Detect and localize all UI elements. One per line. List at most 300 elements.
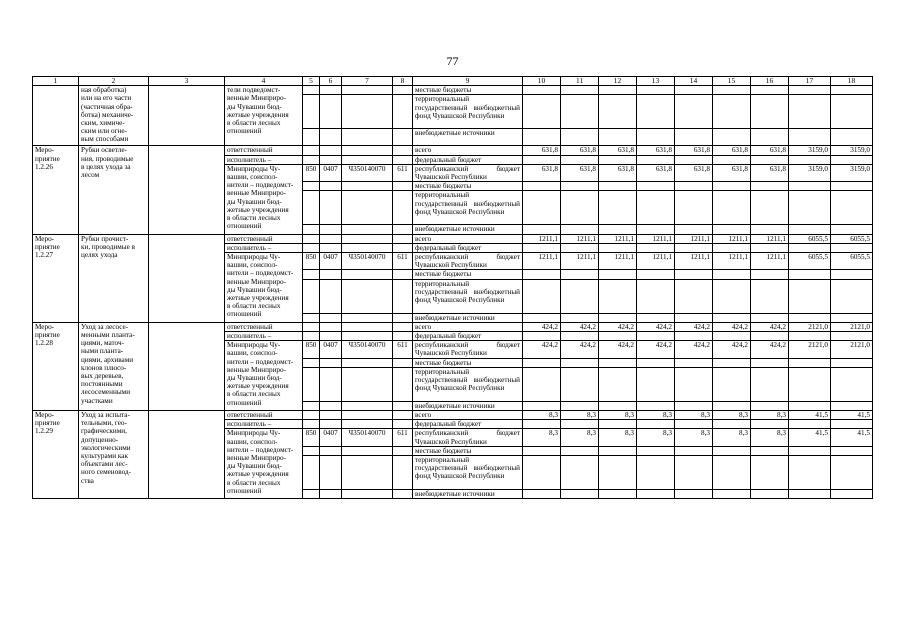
code-cell: [303, 95, 320, 129]
funding-source: местные бюджеты: [413, 446, 523, 455]
empty-cell: [149, 234, 225, 322]
value-cell: 424,2: [713, 341, 751, 358]
value-cell: [831, 243, 873, 252]
value-cell: [637, 191, 675, 225]
table-row: [33, 411, 873, 420]
value-cell: [675, 446, 713, 455]
responsible-cell: исполнитель –: [225, 155, 303, 164]
table-row: [33, 86, 873, 95]
rzpr-code: 0407: [320, 341, 342, 358]
empty-cell: [149, 322, 225, 410]
measure-label: Меро- приятие 1.2.26: [33, 146, 79, 234]
code-cell: [342, 182, 393, 191]
value-cell: 631,8: [599, 164, 637, 181]
value-cell: [831, 191, 873, 225]
value-cell: [523, 367, 561, 401]
value-cell: [713, 191, 751, 225]
value-cell: [561, 456, 599, 490]
code-cell: [393, 182, 413, 191]
value-cell: [637, 490, 675, 499]
value-cell: [751, 86, 789, 95]
code-cell: [393, 243, 413, 252]
value-cell: [831, 279, 873, 313]
value-cell: [599, 279, 637, 313]
code-cell: [320, 358, 342, 367]
code-cell: [342, 234, 393, 243]
value-cell: 631,8: [599, 146, 637, 155]
value-cell: [561, 86, 599, 95]
code-cell: [342, 358, 393, 367]
value-cell: [713, 95, 751, 129]
value-cell: [713, 243, 751, 252]
value-cell: [789, 95, 831, 129]
code-cell: [393, 332, 413, 341]
value-cell: [599, 155, 637, 164]
value-cell: [789, 456, 831, 490]
header-cell: 7: [342, 77, 393, 86]
value-cell: 41,5: [831, 429, 873, 446]
value-cell: [523, 401, 561, 410]
csr-code: Ч350140070: [342, 429, 393, 446]
value-cell: [751, 313, 789, 322]
value-cell: [637, 332, 675, 341]
value-cell: [523, 182, 561, 191]
value-cell: [523, 155, 561, 164]
value-cell: 8,3: [675, 411, 713, 420]
value-cell: [561, 420, 599, 429]
value-cell: [637, 367, 675, 401]
code-cell: [342, 446, 393, 455]
value-cell: [675, 367, 713, 401]
code-cell: [342, 367, 393, 401]
value-cell: [637, 420, 675, 429]
code-cell: [342, 322, 393, 331]
value-cell: [751, 420, 789, 429]
code-cell: [320, 313, 342, 322]
code-cell: [393, 86, 413, 95]
value-cell: [599, 86, 637, 95]
value-cell: [789, 270, 831, 279]
value-cell: [751, 95, 789, 129]
value-cell: 41,5: [789, 429, 831, 446]
value-cell: [523, 95, 561, 129]
value-cell: [789, 367, 831, 401]
funding-source: всего: [413, 234, 523, 243]
value-cell: [599, 191, 637, 225]
value-cell: 1211,1: [751, 234, 789, 243]
header-cell: 5: [303, 77, 320, 86]
value-cell: [713, 358, 751, 367]
value-cell: [831, 225, 873, 234]
value-cell: [599, 270, 637, 279]
code-cell: [342, 243, 393, 252]
value-cell: [675, 420, 713, 429]
value-cell: 8,3: [637, 411, 675, 420]
value-cell: [831, 420, 873, 429]
code-cell: [303, 332, 320, 341]
value-cell: [751, 490, 789, 499]
value-cell: 1211,1: [599, 234, 637, 243]
responsible-cell: исполнитель –: [225, 420, 303, 429]
value-cell: 8,3: [637, 429, 675, 446]
code-cell: [393, 225, 413, 234]
code-cell: [342, 490, 393, 499]
value-cell: 424,2: [713, 322, 751, 331]
value-cell: [599, 490, 637, 499]
code-cell: [320, 279, 342, 313]
value-cell: [599, 182, 637, 191]
value-cell: [561, 401, 599, 410]
header-cell: 4: [225, 77, 303, 86]
code-cell: [320, 270, 342, 279]
responsible-cell: Минприроды Чу- вашии, соиспол- нители – подведомст- венные Минприро- ды Чувашии бюд- жетные учреждения в области лесных отношений: [225, 164, 303, 234]
value-cell: 1211,1: [561, 253, 599, 270]
value-cell: 1211,1: [523, 234, 561, 243]
code-cell: [393, 446, 413, 455]
header-row: [33, 77, 873, 86]
value-cell: [789, 490, 831, 499]
responsible-cell: исполнитель –: [225, 243, 303, 252]
value-cell: [751, 332, 789, 341]
value-cell: [599, 401, 637, 410]
value-cell: [675, 332, 713, 341]
funding-source: внебюджетные источники: [413, 401, 523, 410]
header-cell: 10: [523, 77, 561, 86]
value-cell: [637, 270, 675, 279]
funding-source: территориальный государственный внебюджетный фонд Чувашской Республики: [413, 456, 523, 490]
value-cell: [599, 456, 637, 490]
value-cell: [713, 86, 751, 95]
value-cell: [637, 358, 675, 367]
value-cell: 8,3: [713, 429, 751, 446]
value-cell: [637, 243, 675, 252]
code-cell: [342, 191, 393, 225]
code-cell: [393, 456, 413, 490]
value-cell: [561, 313, 599, 322]
value-cell: [523, 358, 561, 367]
table-row: [33, 146, 873, 155]
code-cell: [303, 401, 320, 410]
code-cell: [303, 411, 320, 420]
value-cell: [789, 225, 831, 234]
value-cell: [523, 86, 561, 95]
code-cell: [393, 279, 413, 313]
code-cell: [320, 146, 342, 155]
measure-name: ная обработка) или на его части (частичная обра- ботка) механиче- ским, химиче- ским или огне- вым способами: [79, 86, 149, 146]
responsible-cell: ответственный: [225, 411, 303, 420]
value-cell: [789, 332, 831, 341]
value-cell: [713, 420, 751, 429]
value-cell: [713, 332, 751, 341]
value-cell: 8,3: [599, 411, 637, 420]
code-cell: [303, 146, 320, 155]
value-cell: 8,3: [523, 411, 561, 420]
value-cell: [713, 129, 751, 146]
value-cell: [675, 225, 713, 234]
value-cell: [831, 456, 873, 490]
funding-source: федеральный бюджет: [413, 420, 523, 429]
value-cell: [751, 129, 789, 146]
value-cell: [675, 313, 713, 322]
value-cell: [561, 155, 599, 164]
value-cell: [675, 182, 713, 191]
responsible-cell: ответственный: [225, 146, 303, 155]
value-cell: [789, 191, 831, 225]
code-cell: [320, 420, 342, 429]
value-cell: 424,2: [637, 322, 675, 331]
value-cell: [637, 95, 675, 129]
value-cell: 6055,5: [789, 234, 831, 243]
code-cell: [303, 322, 320, 331]
csr-code: Ч350140070: [342, 253, 393, 270]
responsible-cell: ответственный: [225, 234, 303, 243]
funding-source: внебюджетные источники: [413, 225, 523, 234]
header-cell: 1: [33, 77, 79, 86]
value-cell: [831, 332, 873, 341]
value-cell: [713, 446, 751, 455]
value-cell: [713, 225, 751, 234]
value-cell: [561, 270, 599, 279]
value-cell: [713, 456, 751, 490]
code-cell: [342, 313, 393, 322]
value-cell: [713, 367, 751, 401]
value-cell: [523, 270, 561, 279]
value-cell: [713, 490, 751, 499]
code-cell: [393, 367, 413, 401]
code-cell: [320, 86, 342, 95]
value-cell: [561, 367, 599, 401]
value-cell: [561, 358, 599, 367]
value-cell: 631,8: [713, 146, 751, 155]
code-cell: [342, 420, 393, 429]
value-cell: [523, 279, 561, 313]
responsible-cell: ответственный: [225, 322, 303, 331]
funding-source: внебюджетные источники: [413, 129, 523, 146]
code-cell: [320, 322, 342, 331]
value-cell: 8,3: [713, 411, 751, 420]
code-cell: [320, 243, 342, 252]
header-cell: 6: [320, 77, 342, 86]
value-cell: [523, 446, 561, 455]
code-cell: [303, 490, 320, 499]
value-cell: [751, 243, 789, 252]
value-cell: [831, 95, 873, 129]
value-cell: [599, 358, 637, 367]
code-cell: [342, 401, 393, 410]
value-cell: [713, 182, 751, 191]
funding-source: территориальный государственный внебюджетный фонд Чувашской Республики: [413, 367, 523, 401]
value-cell: 1211,1: [675, 234, 713, 243]
funding-source: федеральный бюджет: [413, 243, 523, 252]
code-cell: [342, 155, 393, 164]
grbs-code: 850: [303, 164, 320, 181]
measure-label: Меро- приятие 1.2.27: [33, 234, 79, 322]
measure-label: Меро- приятие 1.2.28: [33, 322, 79, 410]
value-cell: [751, 358, 789, 367]
code-cell: [320, 191, 342, 225]
value-cell: [599, 332, 637, 341]
funding-source: республиканский бюджет Чувашской Республики: [413, 341, 523, 358]
responsible-cell: тели подведомст- венные Минприро- ды Чувашии бюд- жетные учреждения в области лесных отношений: [225, 86, 303, 146]
value-cell: [523, 420, 561, 429]
header-cell: 13: [637, 77, 675, 86]
header-cell: 18: [831, 77, 873, 86]
code-cell: [303, 234, 320, 243]
value-cell: 8,3: [675, 429, 713, 446]
value-cell: 631,8: [713, 164, 751, 181]
value-cell: [789, 358, 831, 367]
code-cell: [320, 225, 342, 234]
value-cell: 631,8: [751, 164, 789, 181]
value-cell: 1211,1: [713, 234, 751, 243]
code-cell: [303, 367, 320, 401]
value-cell: [561, 446, 599, 455]
value-cell: [789, 129, 831, 146]
value-cell: [523, 129, 561, 146]
funding-source: территориальный государственный внебюджетный фонд Чувашской Республики: [413, 279, 523, 313]
value-cell: [751, 225, 789, 234]
value-cell: 8,3: [599, 429, 637, 446]
value-cell: 424,2: [675, 341, 713, 358]
value-cell: 424,2: [751, 322, 789, 331]
value-cell: [561, 243, 599, 252]
value-cell: [675, 358, 713, 367]
csr-code: Ч350140070: [342, 341, 393, 358]
table-row: [33, 322, 873, 331]
value-cell: 1211,1: [523, 253, 561, 270]
funding-source: республиканский бюджет Чувашской Республики: [413, 253, 523, 270]
value-cell: [789, 182, 831, 191]
value-cell: [675, 279, 713, 313]
code-cell: [320, 95, 342, 129]
rzpr-code: 0407: [320, 429, 342, 446]
value-cell: [751, 446, 789, 455]
value-cell: [675, 456, 713, 490]
value-cell: 631,8: [675, 146, 713, 155]
value-cell: 8,3: [561, 429, 599, 446]
value-cell: 3159,0: [831, 146, 873, 155]
value-cell: 424,2: [599, 341, 637, 358]
value-cell: [637, 225, 675, 234]
value-cell: 1211,1: [675, 253, 713, 270]
header-cell: 17: [789, 77, 831, 86]
value-cell: 6055,5: [789, 253, 831, 270]
value-cell: [675, 401, 713, 410]
value-cell: 424,2: [523, 341, 561, 358]
value-cell: 2121,0: [789, 341, 831, 358]
value-cell: [599, 95, 637, 129]
code-cell: [320, 456, 342, 490]
value-cell: 3159,0: [789, 146, 831, 155]
value-cell: [831, 155, 873, 164]
value-cell: 8,3: [523, 429, 561, 446]
page-number: 77: [446, 54, 459, 68]
value-cell: 3159,0: [831, 164, 873, 181]
value-cell: [675, 129, 713, 146]
value-cell: [831, 446, 873, 455]
value-cell: 424,2: [561, 341, 599, 358]
code-cell: [393, 270, 413, 279]
code-cell: [320, 332, 342, 341]
funding-source: республиканский бюджет Чувашской Республики: [413, 164, 523, 181]
code-cell: [342, 86, 393, 95]
value-cell: [751, 401, 789, 410]
value-cell: 8,3: [751, 411, 789, 420]
code-cell: [320, 490, 342, 499]
code-cell: [393, 146, 413, 155]
value-cell: [751, 367, 789, 401]
header-cell: 15: [713, 77, 751, 86]
value-cell: [561, 182, 599, 191]
funding-source: территориальный государственный внебюджетный фонд Чувашской Республики: [413, 191, 523, 225]
code-cell: [393, 358, 413, 367]
measure-name: Рубки осветле- ния, проводимые в целях ухода за лесом: [79, 146, 149, 234]
value-cell: [523, 490, 561, 499]
grbs-code: 850: [303, 341, 320, 358]
value-cell: [523, 332, 561, 341]
value-cell: [831, 401, 873, 410]
grbs-code: 850: [303, 429, 320, 446]
funding-source: федеральный бюджет: [413, 332, 523, 341]
code-cell: [303, 155, 320, 164]
vr-code: 611: [393, 164, 413, 181]
value-cell: [675, 155, 713, 164]
value-cell: 1211,1: [713, 253, 751, 270]
value-cell: 631,8: [523, 146, 561, 155]
value-cell: 424,2: [637, 341, 675, 358]
code-cell: [303, 243, 320, 252]
value-cell: [561, 129, 599, 146]
value-cell: [561, 95, 599, 129]
value-cell: 631,8: [561, 146, 599, 155]
value-cell: 1211,1: [637, 253, 675, 270]
code-cell: [393, 191, 413, 225]
value-cell: [789, 446, 831, 455]
value-cell: [713, 155, 751, 164]
value-cell: 1211,1: [637, 234, 675, 243]
vr-code: 611: [393, 429, 413, 446]
value-cell: 2121,0: [789, 322, 831, 331]
funding-source: республиканский бюджет Чувашской Республики: [413, 429, 523, 446]
value-cell: [599, 243, 637, 252]
header-cell: 9: [413, 77, 523, 86]
responsible-cell: Минприроды Чу- вашии, соиспол- нители – подведомст- венные Минприро- ды Чувашии бюд- жетные учреждения в области лесных отношений: [225, 429, 303, 499]
value-cell: [789, 279, 831, 313]
funding-source: всего: [413, 146, 523, 155]
value-cell: [713, 401, 751, 410]
code-cell: [342, 411, 393, 420]
measure-name: Рубки прочист- ки, проводимые в целях ухода: [79, 234, 149, 322]
code-cell: [342, 332, 393, 341]
funding-source: местные бюджеты: [413, 358, 523, 367]
header-cell: 11: [561, 77, 599, 86]
code-cell: [320, 182, 342, 191]
value-cell: 2121,0: [831, 341, 873, 358]
header-cell: 14: [675, 77, 713, 86]
value-cell: 2121,0: [831, 322, 873, 331]
code-cell: [303, 446, 320, 455]
code-cell: [320, 129, 342, 146]
value-cell: 424,2: [523, 322, 561, 331]
value-cell: [675, 270, 713, 279]
value-cell: [523, 313, 561, 322]
value-cell: [675, 191, 713, 225]
value-cell: [599, 225, 637, 234]
rzpr-code: 0407: [320, 253, 342, 270]
code-cell: [342, 225, 393, 234]
value-cell: [751, 456, 789, 490]
funding-source: всего: [413, 411, 523, 420]
